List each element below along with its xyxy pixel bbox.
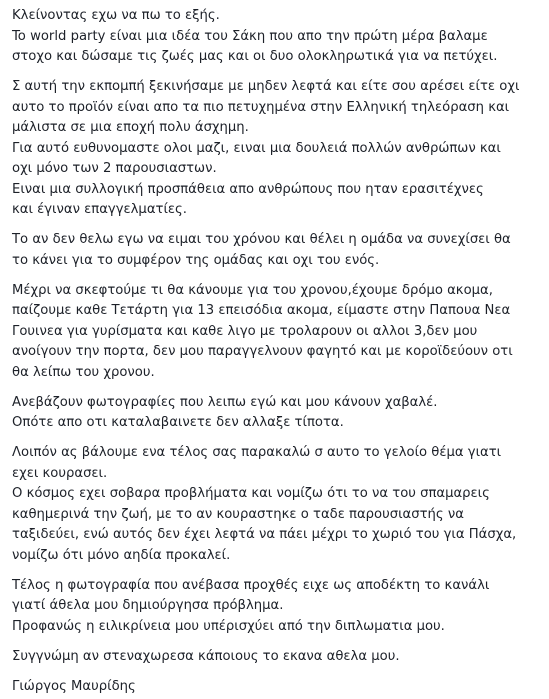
paragraph-4 <box>12 281 541 384</box>
paragraph-1 <box>12 6 541 68</box>
text-line: Γουινεα για γυρίσματα και καθε λιγο με τρολαρουν οι αλλοι 3,δεν μου <box>12 323 478 339</box>
text-line: το κάνει για το συμφέρον της ομάδας και οχι του ενός. <box>12 252 380 268</box>
text-line: θα λείπω του χρονου. <box>12 364 155 380</box>
text-line: Προφανώς η ειλικρίνεια μου υπέρισχύει από την διπλωματια μου. <box>12 618 445 634</box>
text-line: παίζουμε καθε Τετάρτη για 13 επεισόδια ακομα, είμαστε στην Παπουα Νεα <box>12 303 511 318</box>
paragraph-3 <box>12 230 541 271</box>
text-line: στοχο και δώσαμε τις ζωές μας και οι δυο ολοκληρωτικά για να πετύχει. <box>12 49 498 64</box>
text-line: Λοιπόν ας βάλουμε ενα τέλος σας παρακαλώ σ αυτο το γελοίο θέμα γιατι <box>12 445 502 460</box>
text-line: Οπότε απο οτι καταλαβαινετε δεν αλλαξε τίποτα. <box>12 415 344 430</box>
text-line: Το αν δεν θελω εγω να ειμαι του χρόνου και θέλει η ομάδα να συνεχίσει θα <box>12 232 511 247</box>
text-line: εχει κουρασει. <box>12 465 108 481</box>
text-line: Ανεβάζουν φωτογραφίες που λειπω εγώ και μου κάνουν χαβαλέ. <box>12 394 438 410</box>
text-line: Συγγνώμη αν στεναχωρεσα κάποιους το εκανα αθελα μου. <box>12 648 400 664</box>
author-name: Γιώργος Μαυρίδης <box>12 678 136 694</box>
paragraph-6 <box>12 443 541 566</box>
text-line: Μέχρι να σκεφτούμε τι θα κάνουμε για του χρονου,έχουμε δρόμο ακομα, <box>12 282 493 298</box>
text-line: ανοίγουν την πορτα, δεν μου παραγγελνουν φαγητό και με κοροϊδεύουν οτι <box>12 344 513 359</box>
signature <box>12 677 541 698</box>
text-line: Τέλος η φωτογραφία που ανέβασα προχθές ειχε ως αποδέκτη το κανάλι <box>12 577 490 593</box>
text-line: και έγιναν επαγγελματίες. <box>12 202 187 217</box>
text-line: μάλιστα σε μια εποχή πολυ άσχημη. <box>12 120 249 135</box>
text-line: γιατί άθελα μου δημιούργησα πρόβλημα. <box>12 598 284 613</box>
text-line: καθημερινά την ζωή, με το αν κουραστηκε ο ταδε παρουσιαστής να <box>12 506 464 522</box>
text-line: ταξιδεύει, ενώ αυτός δεν έχει λεφτά να πάει μέχρι το χωριό του για Πάσχα, <box>12 527 517 542</box>
paragraph-8 <box>12 647 541 668</box>
text-line: To world party είναι μια ιδέα του Σάκη που απο την πρώτη μέρα βαλαμε <box>12 28 488 44</box>
text-line: Ο κόσμος εχει σοβαρα προβλήματα και νομίζω ότι το να του σπαμαρεις <box>12 486 490 501</box>
paragraph-7 <box>12 576 541 638</box>
text-line: Κλείνοντας εχω να πω το εξής. <box>12 8 220 23</box>
text-line: αυτο το προϊόν είναι απο τα πιο πετυχημένα στην Ελληνική τηλεόραση και <box>12 99 510 115</box>
text-line: Σ αυτή την εκπομπή ξεκινήσαμε με μηδεν λεφτά και είτε σου αρέσει είτε οχι <box>12 79 520 94</box>
text-line: οχι μόνο των 2 παρουσιαστων. <box>12 161 217 176</box>
paragraph-2 <box>12 77 541 221</box>
text-line: Ειναι μια συλλογική προσπάθεια απο ανθρώπους που ηταν ερασιτέχνες <box>12 181 484 197</box>
text-line: νομίζω ότι μόνο αηδία προκαλεί. <box>12 547 231 563</box>
paragraph-5 <box>12 393 541 434</box>
text-line: Για αυτό ευθυνομαστε ολοι μαζι, ειναι μια δουλειά πολλών ανθρώπων και <box>12 140 501 156</box>
